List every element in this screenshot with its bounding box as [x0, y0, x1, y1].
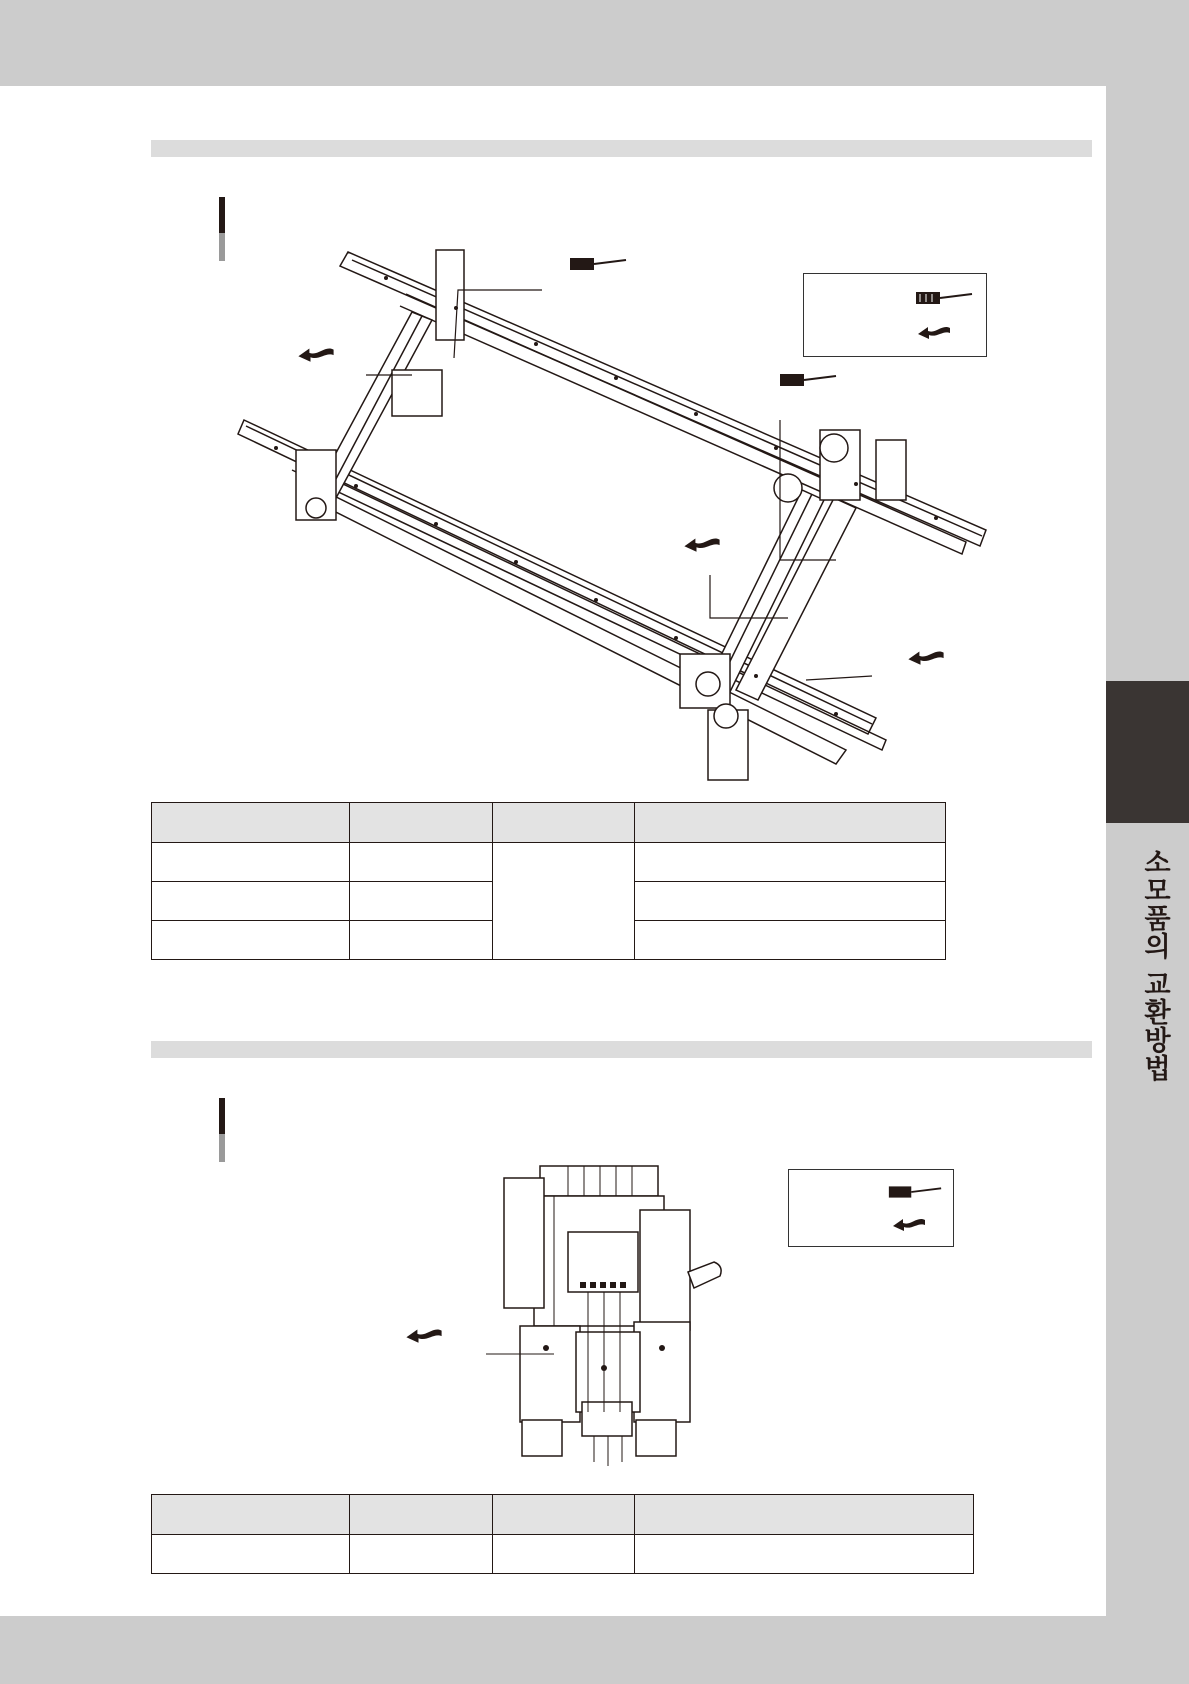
grease-gun-icon — [887, 1182, 943, 1202]
table-row — [152, 843, 946, 882]
oil-drop-arrow-icon — [906, 646, 946, 668]
gantry-frame-illustration — [236, 250, 996, 790]
section-1-heading-marker — [219, 197, 225, 261]
section-2-heading-marker — [219, 1098, 225, 1162]
section-2-parts-table — [151, 1494, 974, 1574]
grease-gun-icon — [778, 370, 838, 390]
oil-drop-arrow-icon — [404, 1324, 444, 1346]
section-1-parts-table — [151, 802, 946, 960]
section-2-header-bar — [151, 1041, 1092, 1058]
grease-gun-icon — [568, 254, 628, 274]
table-header-row — [152, 1495, 974, 1535]
table-row — [152, 1535, 974, 1574]
section-2-legend-box — [788, 1169, 954, 1247]
section-1-header-bar — [151, 140, 1092, 157]
chapter-title: 소모품의 교환방법 — [1139, 848, 1170, 1083]
oil-drop-arrow-icon — [891, 1214, 927, 1234]
oil-drop-arrow-icon — [296, 343, 336, 365]
head-unit-illustration — [484, 1162, 744, 1482]
table-header-row — [152, 803, 946, 843]
oil-drop-arrow-icon — [682, 533, 722, 555]
chapter-tab[interactable] — [1106, 681, 1189, 823]
